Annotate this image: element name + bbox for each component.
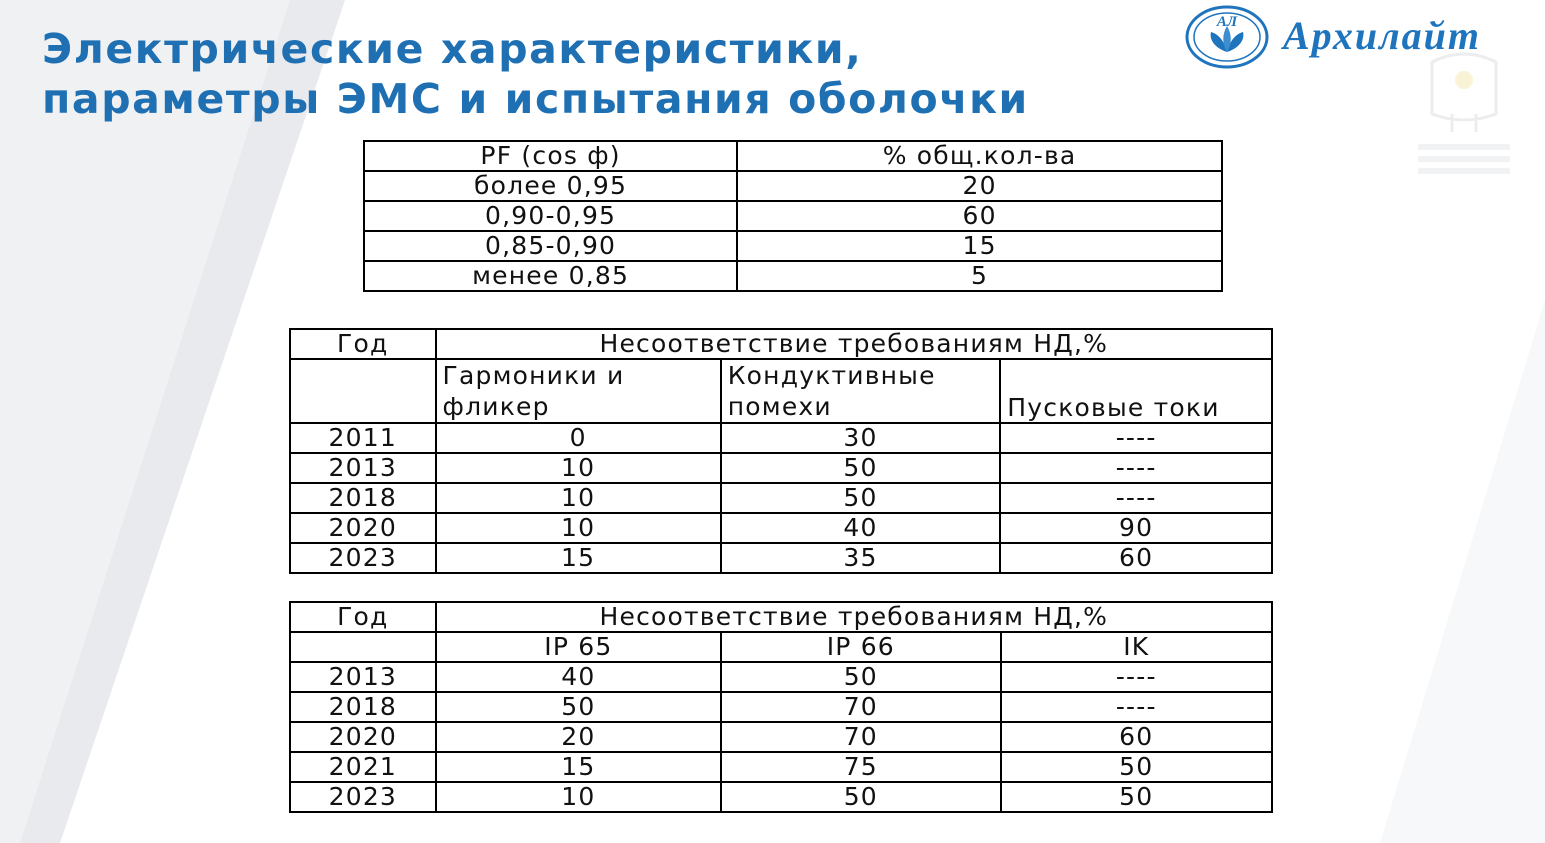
value-cell: 40	[721, 513, 1001, 543]
header-group: Несоответствие требованиям НД,%	[436, 602, 1272, 632]
company-logo	[1185, 4, 1535, 70]
header-share: % общ.кол-ва	[737, 141, 1222, 171]
table-row	[364, 171, 1222, 201]
slide-title-line2: параметры ЭМС и испытания оболочки	[42, 75, 1029, 123]
slide-title-line1: Электрические характеристики,	[42, 25, 863, 73]
year-cell: 2023	[290, 543, 436, 573]
table-subheader-row	[290, 359, 1272, 423]
header-group: Несоответствие требованиям НД,%	[436, 329, 1272, 359]
year-cell: 2023	[290, 782, 436, 812]
subheader-harmonics: Гармоники и фликер	[436, 359, 721, 423]
pf-share: 5	[737, 261, 1222, 291]
slide-title	[42, 24, 1029, 124]
year-cell: 2018	[290, 483, 436, 513]
table-row	[290, 513, 1272, 543]
table-row	[364, 261, 1222, 291]
year-cell: 2013	[290, 662, 436, 692]
year-cell: 2018	[290, 692, 436, 722]
pf-share: 20	[737, 171, 1222, 201]
table-row	[364, 201, 1222, 231]
year-cell: 2021	[290, 752, 436, 782]
table-row	[290, 453, 1272, 483]
value-cell: 50	[1001, 782, 1272, 812]
value-cell: 50	[721, 453, 1001, 483]
value-cell: 70	[721, 722, 1000, 752]
value-cell: ----	[1000, 453, 1272, 483]
value-cell: ----	[1000, 483, 1272, 513]
value-cell: 60	[1000, 543, 1272, 573]
pf-range: 0,85-0,90	[364, 231, 737, 261]
table-row	[290, 782, 1272, 812]
value-cell: 50	[436, 692, 721, 722]
year-cell: 2013	[290, 453, 436, 483]
year-cell: 2020	[290, 722, 436, 752]
value-cell: 15	[436, 543, 721, 573]
header-year: Год	[290, 329, 436, 359]
value-cell: 10	[436, 782, 721, 812]
company-name: Архилайт	[1283, 13, 1482, 58]
header-empty	[290, 632, 436, 662]
table-row	[290, 752, 1272, 782]
table-header-row	[290, 602, 1272, 632]
value-cell: 70	[721, 692, 1000, 722]
value-cell: 15	[436, 752, 721, 782]
value-cell: 10	[436, 513, 721, 543]
subheader-ip65: IP 65	[436, 632, 721, 662]
table-row	[290, 722, 1272, 752]
value-cell: ----	[1001, 662, 1272, 692]
pf-range: более 0,95	[364, 171, 737, 201]
enclosure-noncompliance-table	[289, 601, 1273, 813]
table-subheader-row	[290, 632, 1272, 662]
year-cell: 2020	[290, 513, 436, 543]
table-row	[364, 231, 1222, 261]
value-cell: 10	[436, 453, 721, 483]
header-pf: PF (cos ф)	[364, 141, 737, 171]
table-header-row	[364, 141, 1222, 171]
table-row	[290, 662, 1272, 692]
pf-share: 15	[737, 231, 1222, 261]
value-cell: 50	[721, 782, 1000, 812]
year-cell: 2011	[290, 423, 436, 453]
subheader-ik: IK	[1001, 632, 1272, 662]
pf-range: менее 0,85	[364, 261, 737, 291]
subheader-ip66: IP 66	[721, 632, 1000, 662]
value-cell: 10	[436, 483, 721, 513]
value-cell: ----	[1001, 692, 1272, 722]
value-cell: ----	[1000, 423, 1272, 453]
value-cell: 75	[721, 752, 1000, 782]
table-row	[290, 483, 1272, 513]
value-cell: 50	[721, 662, 1000, 692]
value-cell: 40	[436, 662, 721, 692]
value-cell: 35	[721, 543, 1001, 573]
pf-share: 60	[737, 201, 1222, 231]
subheader-conducted: Кондуктивные помехи	[721, 359, 1001, 423]
value-cell: 50	[1001, 752, 1272, 782]
value-cell: 0	[436, 423, 721, 453]
header-year: Год	[290, 602, 436, 632]
table-row	[290, 692, 1272, 722]
value-cell: 30	[721, 423, 1001, 453]
table-header-row	[290, 329, 1272, 359]
pf-range: 0,90-0,95	[364, 201, 737, 231]
lotus-emblem-icon	[1185, 4, 1269, 70]
value-cell: 20	[436, 722, 721, 752]
emc-noncompliance-table	[289, 328, 1273, 574]
lightbulb-watermark-icon	[1412, 52, 1516, 178]
subheader-inrush: Пусковые токи	[1000, 359, 1272, 423]
table-row	[290, 423, 1272, 453]
value-cell: 50	[721, 483, 1001, 513]
value-cell: 90	[1000, 513, 1272, 543]
value-cell: 60	[1001, 722, 1272, 752]
header-empty	[290, 359, 436, 423]
emblem-letters: АЛ	[1216, 14, 1238, 30]
table-row	[290, 543, 1272, 573]
power-factor-table	[363, 140, 1223, 292]
